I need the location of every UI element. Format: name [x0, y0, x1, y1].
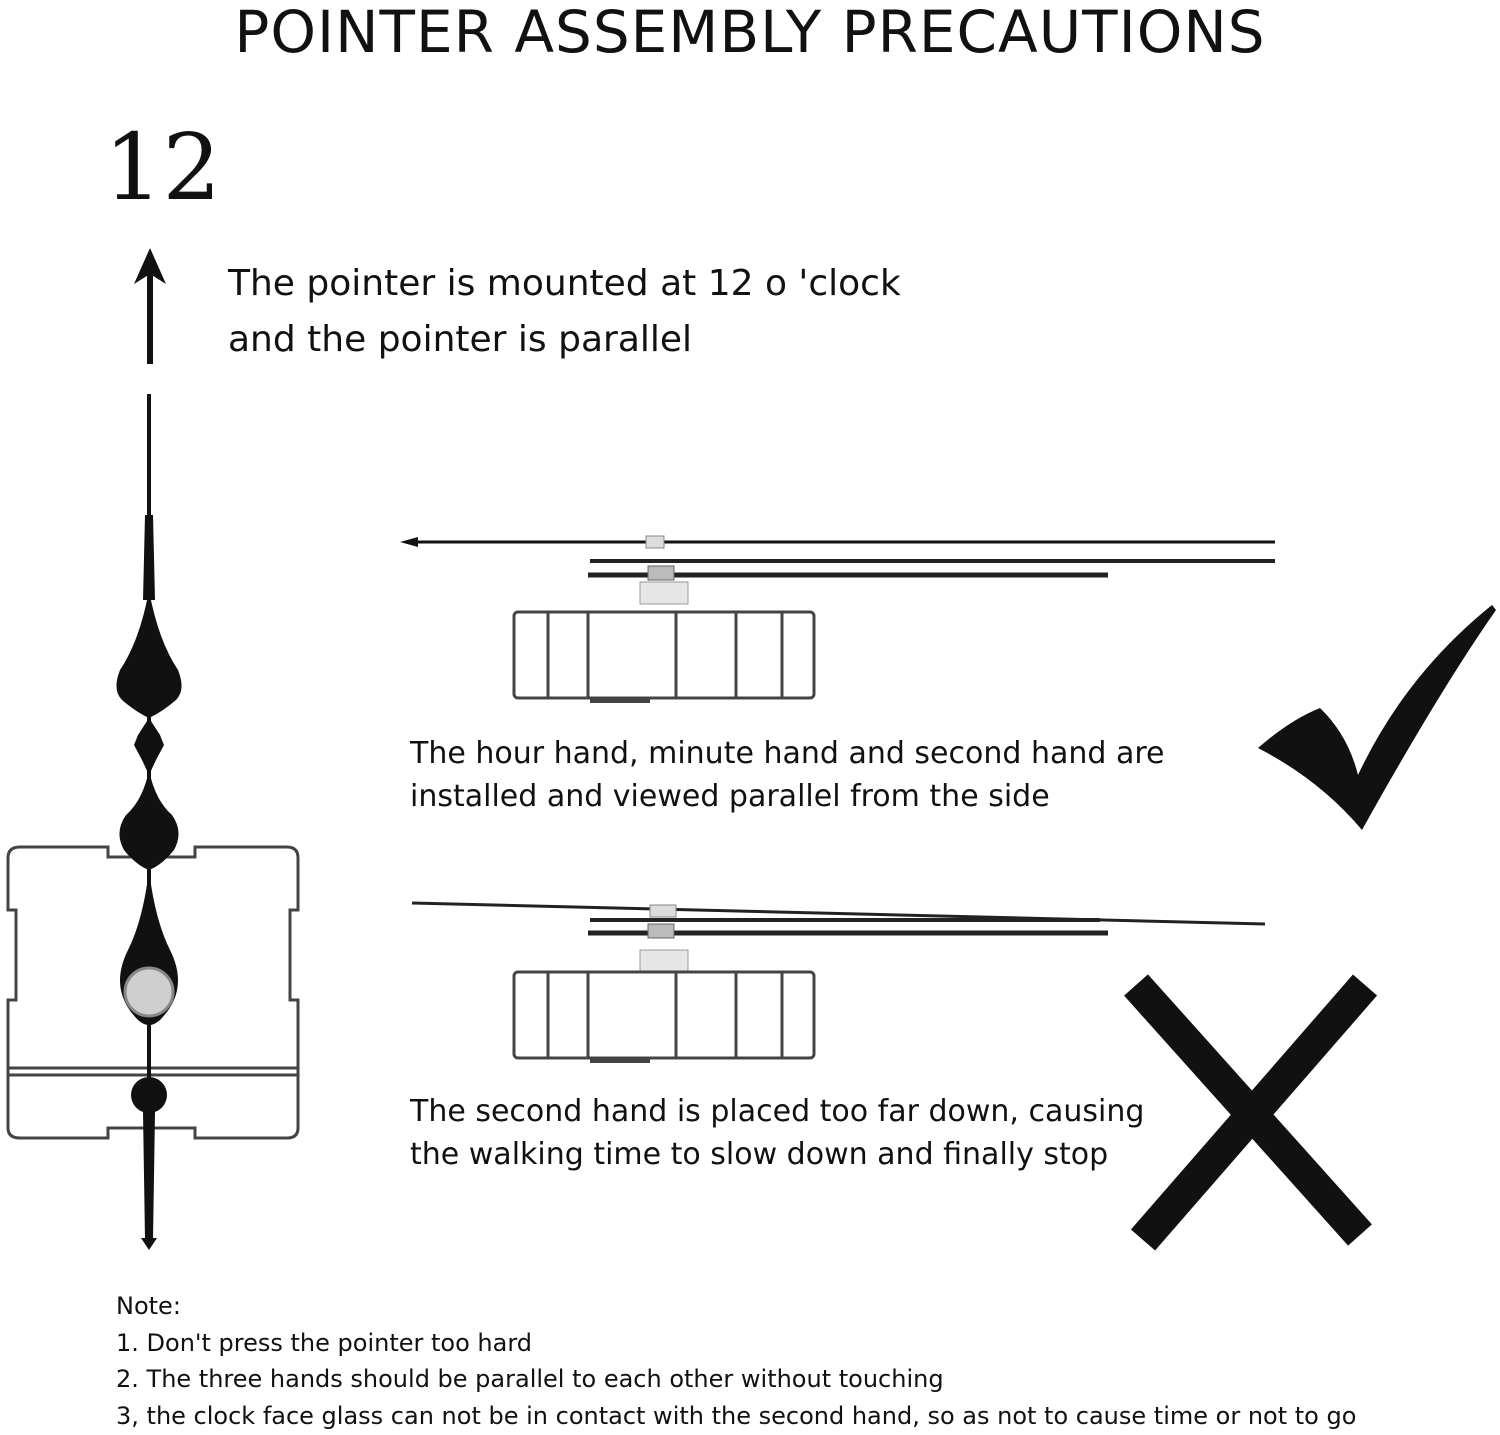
incorrect-caption-line2: the walking time to slow down and finally stop — [410, 1137, 1109, 1172]
incorrect-caption-line1: The second hand is placed too far down, causing — [410, 1094, 1145, 1129]
notes-heading: Note: — [116, 1292, 181, 1320]
incorrect-side-view — [412, 903, 1265, 1063]
twelve-oclock-label: 12 — [104, 114, 222, 221]
clock-hands-front — [116, 394, 181, 1250]
note-item-3: 3, the clock face glass can not be in contact with the second hand, so as not to cause time or not to go — [116, 1401, 1357, 1430]
mount-caption-line2: and the pointer is parallel — [228, 319, 693, 360]
note-item-1: 1. Don't press the pointer too hard — [116, 1328, 533, 1357]
note-item-2: 2. The three hands should be parallel to each other without touching — [116, 1365, 944, 1393]
cross-icon — [1136, 985, 1365, 1240]
center-hub-icon — [125, 968, 173, 1016]
mount-caption-line1: The pointer is mounted at 12 o 'clock — [228, 263, 901, 304]
checkmark-icon — [1258, 605, 1496, 830]
correct-side-view — [400, 536, 1275, 703]
up-arrow-icon — [134, 248, 166, 364]
correct-caption-line1: The hour hand, minute hand and second hand are — [410, 736, 1165, 771]
correct-caption-line2: installed and viewed parallel from the side — [410, 779, 1050, 814]
page-title: POINTER ASSEMBLY PRECAUTIONS — [234, 0, 1266, 66]
